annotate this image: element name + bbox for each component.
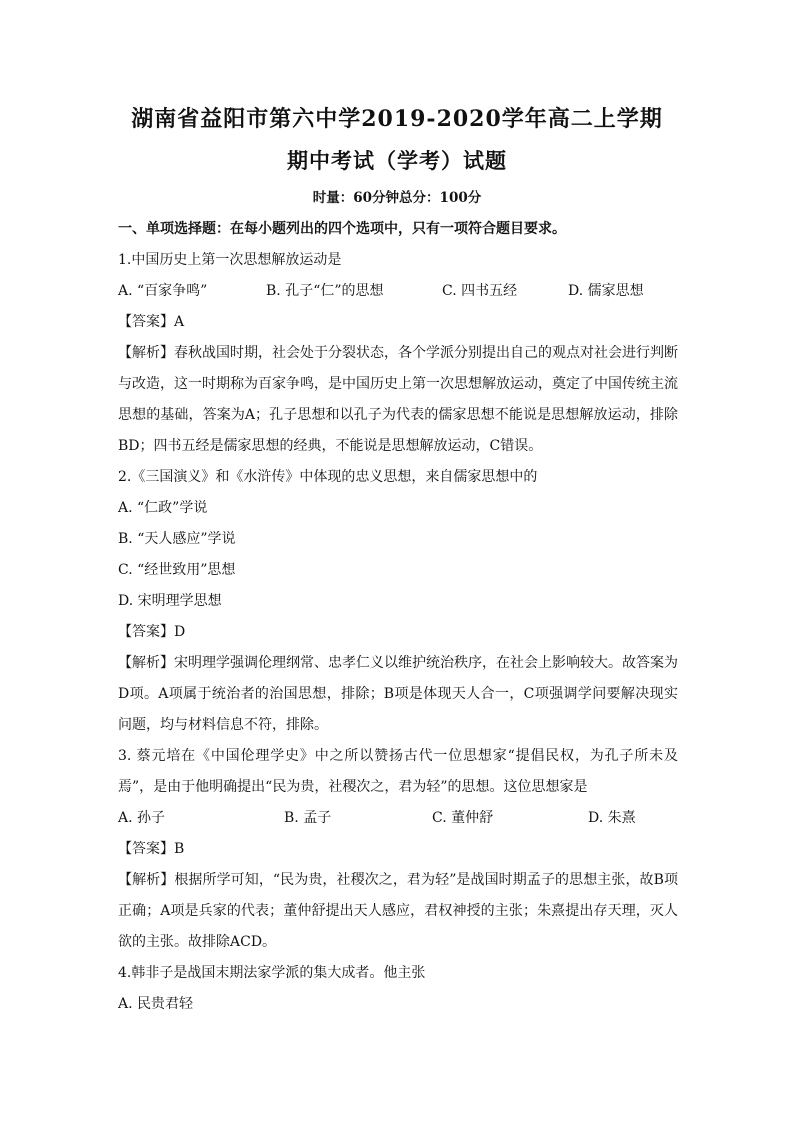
question-3-stem: 3. 蔡元培在《中国伦理学史》中之所以赞扬古代一位思想家“提倡民权，为孔子所未及焉”，是由于他明确提出“民为贵，社稷次之，君为轻”的思想。这位思想家是: [118, 748, 678, 795]
exam-meta: 时量：60分钟总分：100分: [312, 190, 482, 206]
question-3-option-c: C. 董仲舒: [432, 810, 494, 826]
question-4-option-a: A. 民贵君轻: [118, 996, 194, 1012]
question-1-answer: 【答案】A: [118, 314, 185, 330]
question-2-option-c: C. “经世致用”思想: [118, 562, 236, 578]
question-1-options: [118, 276, 678, 307]
document-body: [118, 214, 678, 1020]
section-heading: 一、单项选择题：在每小题列出的四个选项中，只有一项符合题目要求。: [118, 221, 566, 237]
question-1-option-a: A. “百家争鸣”: [118, 283, 208, 299]
question-3-option-d: D. 朱熹: [588, 810, 636, 826]
question-4-stem: 4.韩非子是战国末期法家学派的集大成者。他主张: [118, 965, 426, 981]
question-1-option-c: C. 四书五经: [442, 283, 518, 299]
document-title: 湖南省益阳市第六中学2019-2020学年高二上学期: [131, 106, 663, 132]
question-1-stem: 1.中国历史上第一次思想解放运动是: [118, 252, 342, 268]
question-2-analysis: 【解析】宋明理学强调伦理纲常、忠孝仁义以维护统治秩序，在社会上影响较大。故答案为D项。A项属于统治者的治国思想，排除；B项是体现天人合一，C项强调学问要解决现实问题，均与材料信息不符，排除。: [118, 655, 678, 733]
question-3-answer: 【答案】B: [118, 841, 185, 857]
question-1-option-d: D. 儒家思想: [568, 283, 644, 299]
question-2-stem: 2.《三国演义》和《水浒传》中体现的忠义思想，来自儒家思想中的: [118, 469, 538, 485]
question-3-options: [118, 803, 678, 834]
question-2-option-b: B. “天人感应”学说: [118, 531, 236, 547]
question-1-analysis: 【解析】春秋战国时期，社会处于分裂状态，各个学派分别提出自己的观点对社会进行判断与改造，这一时期称为百家争鸣，是中国历史上第一次思想解放运动，奠定了中国传统主流思想的基础，答案为A；孔子思想和以孔子为代表的儒家思想不能说是思想解放运动，排除BD；四书五经是儒家思想的经典，不能说是思想解放运动，C错误。: [118, 345, 678, 454]
question-2-option-a: A. “仁政”学说: [118, 500, 208, 516]
question-1-option-b: B. 孔子“仁”的思想: [266, 283, 384, 299]
question-3-analysis: 【解析】根据所学可知，“民为贵，社稷次之，君为轻”是战国时期孟子的思想主张，故B项正确；A项是兵家的代表；董仲舒提出天人感应，君权神授的主张；朱熹提出存天理，灭人欲的主张。故排除ACD。: [118, 872, 678, 950]
question-2-option-d: D. 宋明理学思想: [118, 593, 222, 609]
question-2-answer: 【答案】D: [118, 624, 186, 640]
question-3-option-a: A. 孙子: [118, 810, 166, 826]
question-3-option-b: B. 孟子: [284, 810, 332, 826]
document-subtitle: 期中考试（学考）试题: [287, 148, 507, 173]
